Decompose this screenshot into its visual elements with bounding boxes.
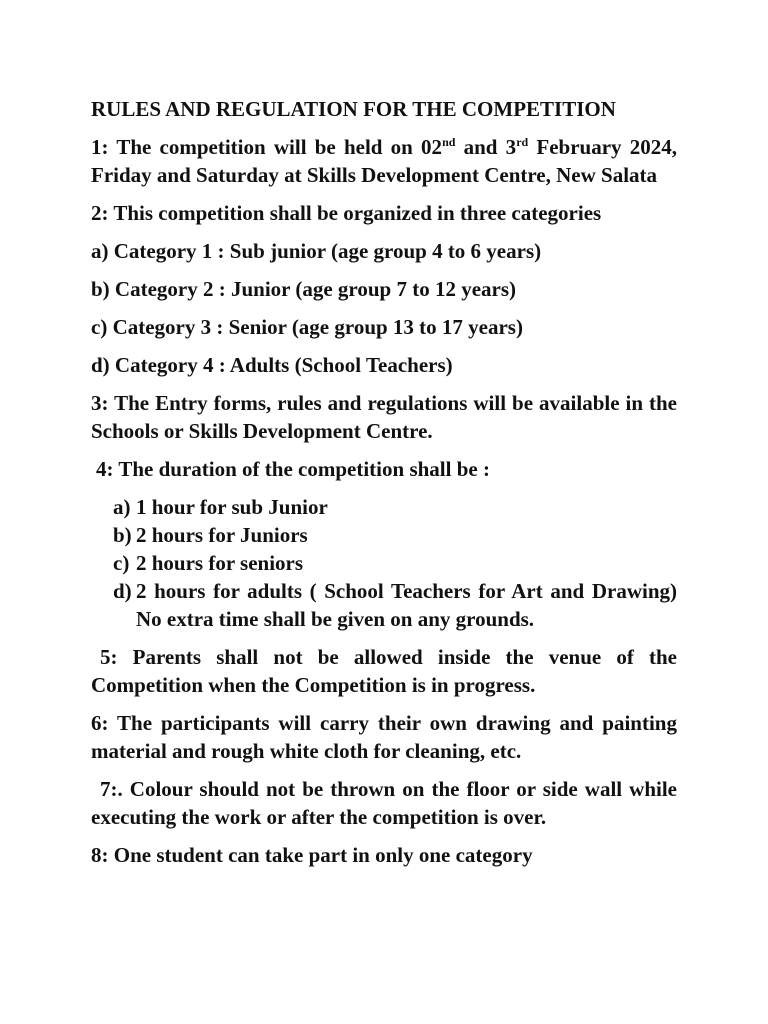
rule-5: 5: Parents shall not be allowed inside the venue of the Competition when the Competition is in progress. [91, 645, 677, 697]
rule-1-text-c: February 2024, Friday and Saturday at Skills Development Centre, New Salata [91, 135, 677, 187]
rules-document [91, 95, 677, 879]
rule-1-text-a: 1: The competition will be held on 02 [91, 135, 443, 159]
rule-4: 4: The duration of the competition shall be : [96, 457, 490, 481]
duration-item-text: 2 hours for adults ( School Teachers for Art and Drawing) No extra time shall be given on any grounds. [136, 579, 677, 631]
duration-item-text: 1 hour for sub Junior [136, 495, 328, 519]
rule-6: 6: The participants will carry their own drawing and painting material and rough white cloth for cleaning, etc. [91, 711, 677, 763]
category-item: d) Category 4 : Adults (School Teachers) [91, 353, 453, 377]
duration-item-text: 2 hours for Juniors [136, 523, 308, 547]
rule-1-sup-a: nd [442, 135, 456, 149]
rule-1-sup-b: rd [516, 135, 529, 149]
duration-list [91, 493, 677, 633]
category-item: c) Category 3 : Senior (age group 13 to 17 years) [91, 315, 523, 339]
rule-2: 2: This competition shall be organized in three categories [91, 201, 602, 225]
duration-item-marker: c) [113, 551, 130, 575]
duration-item [91, 493, 677, 521]
rule-1 [91, 133, 677, 189]
document-title: RULES AND REGULATION FOR THE COMPETITION [91, 97, 616, 121]
rule-3: 3: The Entry forms, rules and regulations will be available in the Schools or Skills Development Centre. [91, 391, 677, 443]
duration-item-marker: a) [113, 495, 131, 519]
rule-7: 7:. Colour should not be thrown on the floor or side wall while executing the work or after the competition is over. [91, 777, 677, 829]
duration-item-text: 2 hours for seniors [136, 551, 304, 575]
duration-item [91, 549, 677, 577]
duration-item-marker: b) [113, 523, 132, 547]
duration-item [91, 577, 677, 633]
category-item: b) Category 2 : Junior (age group 7 to 12 years) [91, 277, 517, 301]
rule-8: 8: One student can take part in only one category [91, 843, 533, 867]
rule-1-text-b: and 3 [455, 135, 517, 159]
duration-item [91, 521, 677, 549]
duration-item-marker: d) [113, 579, 132, 603]
category-item: a) Category 1 : Sub junior (age group 4 to 6 years) [91, 239, 542, 263]
